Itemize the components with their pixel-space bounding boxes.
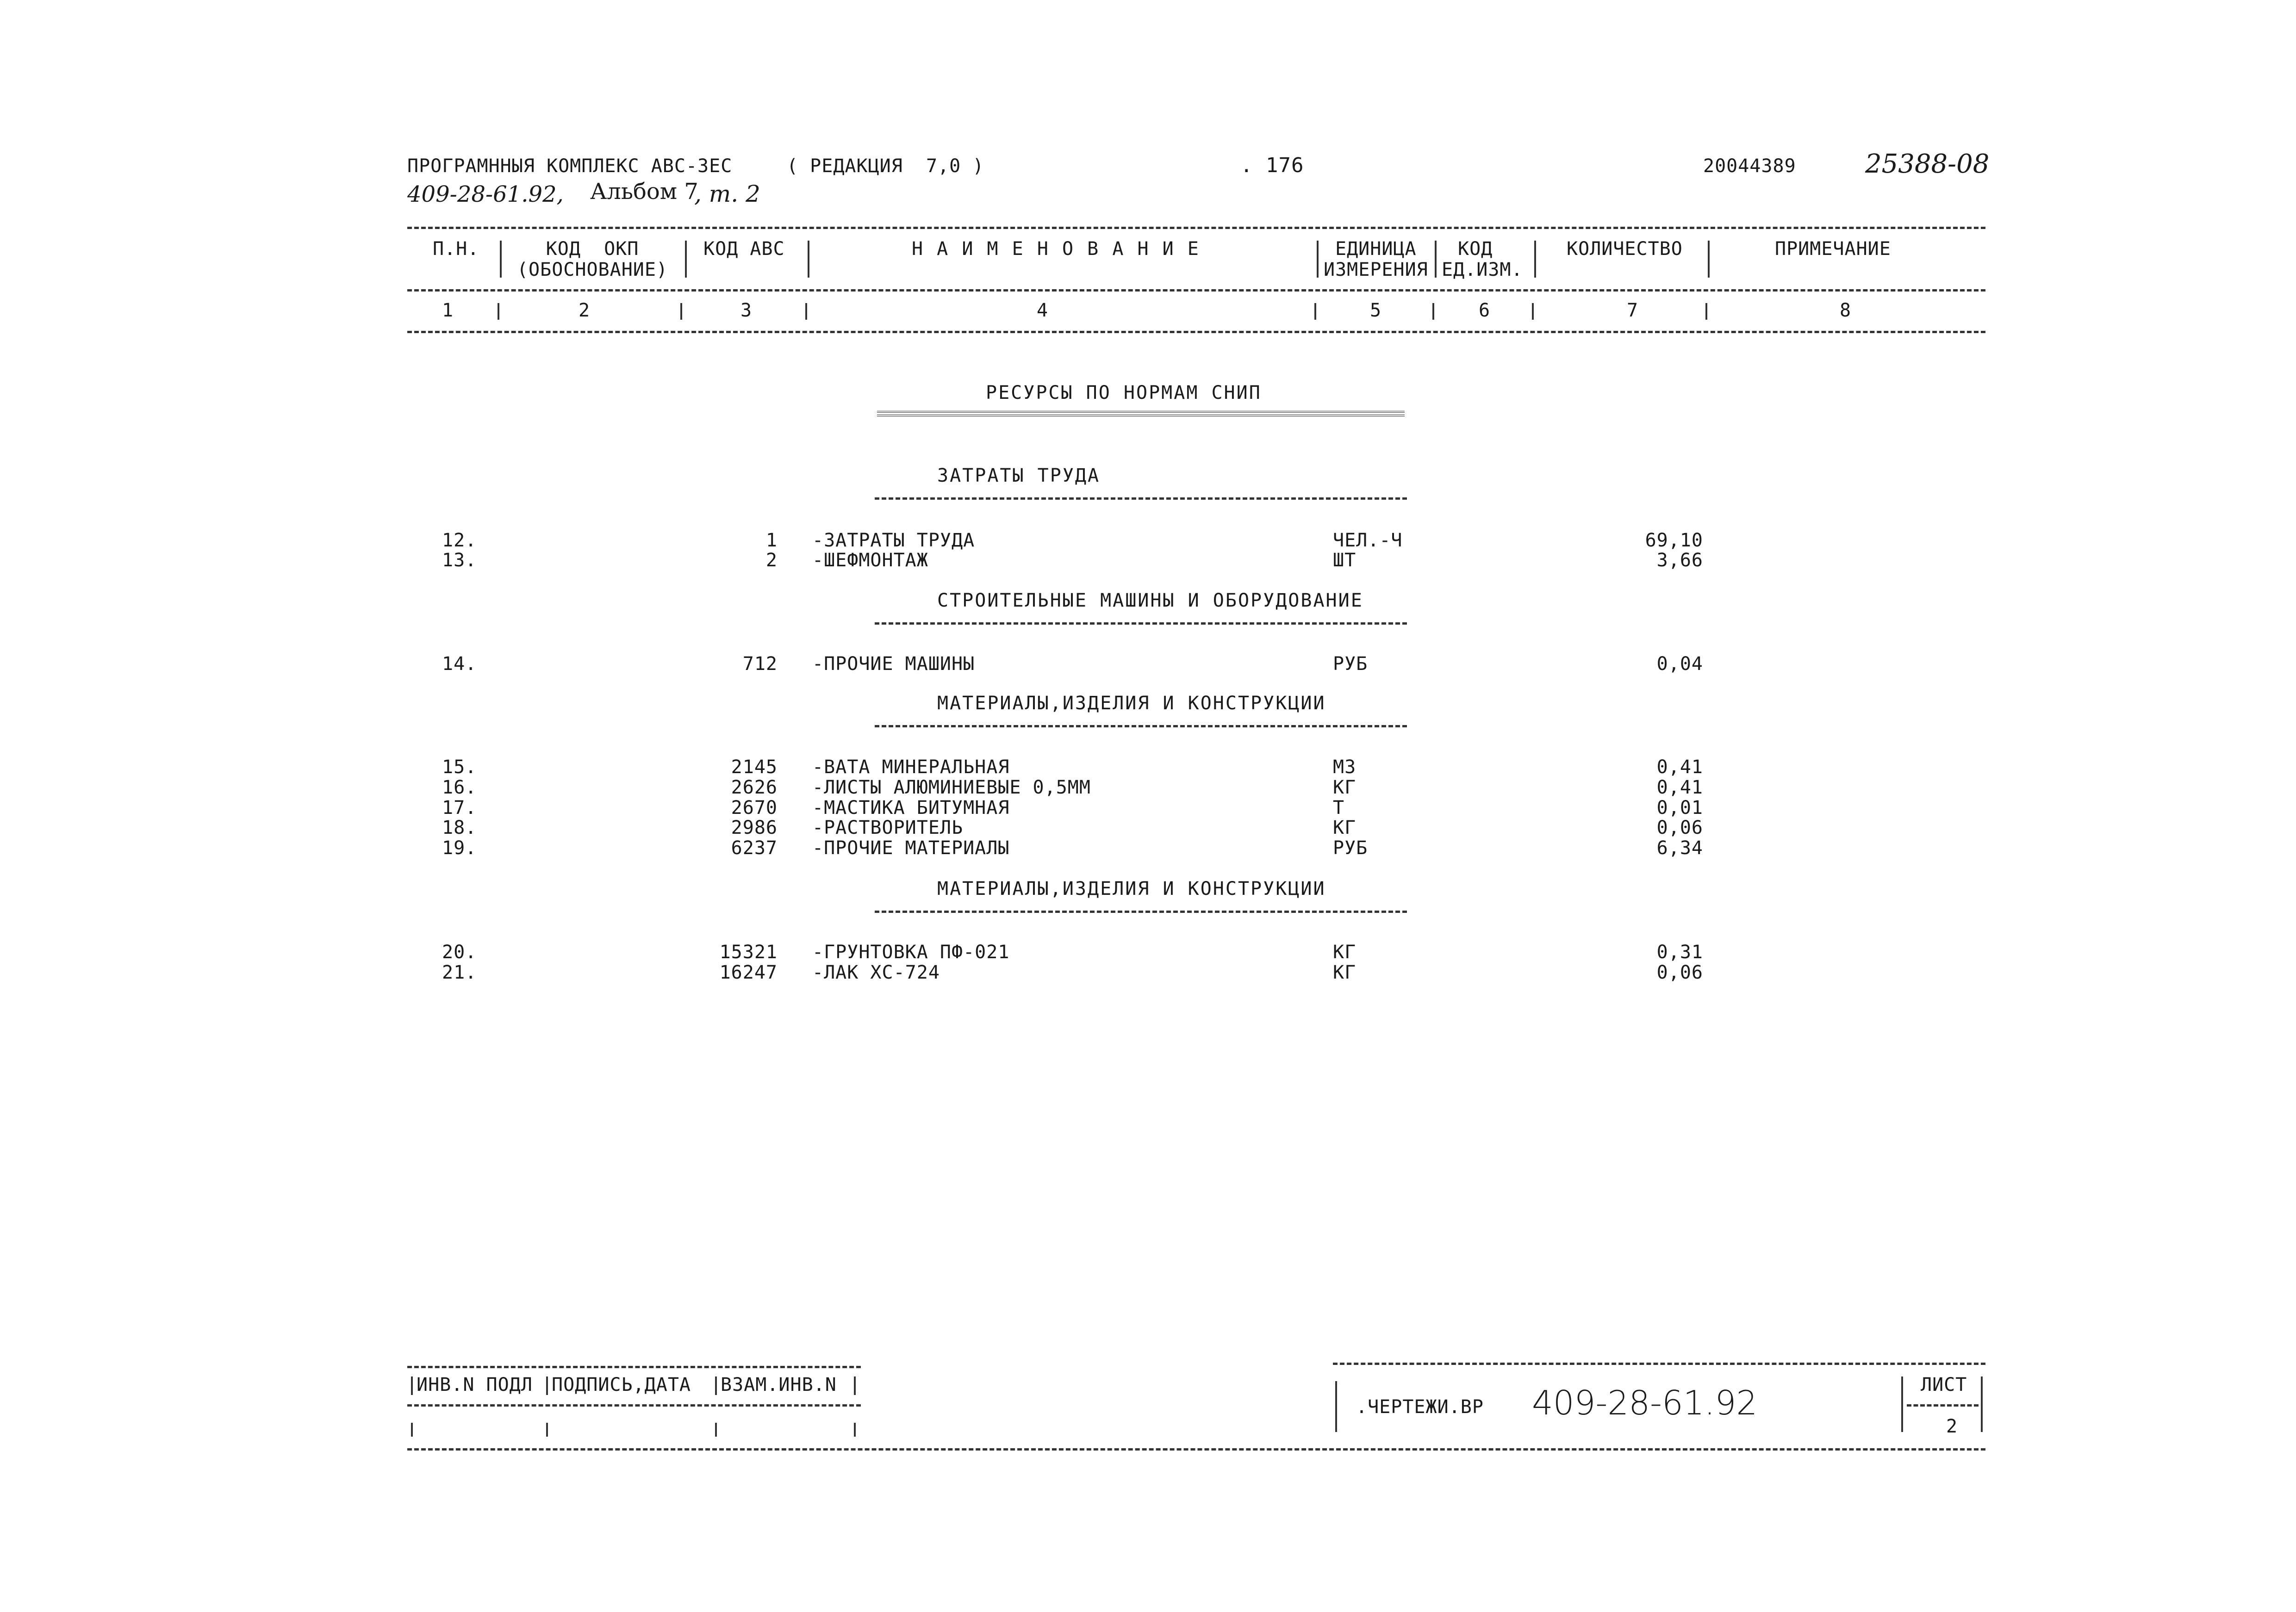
row-unit: РУБ <box>1333 653 1368 675</box>
row-abs-code: 15321 <box>719 942 778 963</box>
number-separator <box>680 303 682 320</box>
row-quantity: 0,31 <box>1656 942 1703 963</box>
row-unit: ШТ <box>1333 550 1356 571</box>
album-label: Альбом 7 <box>590 179 698 205</box>
row-quantity: 6,34 <box>1656 837 1703 859</box>
row-quantity: 0,06 <box>1656 817 1703 838</box>
row-number: 12. <box>442 530 477 551</box>
footer-separator <box>854 1423 856 1437</box>
footer-separator <box>854 1376 856 1395</box>
edition-label: ( РЕДАКЦИЯ 7,0 ) <box>787 155 984 177</box>
col-number: 5 <box>1370 300 1382 321</box>
row-abs-code: 712 <box>742 653 778 675</box>
row-quantity: 0,06 <box>1656 962 1703 983</box>
number-separator <box>498 303 499 320</box>
section-title-materials-2: МАТЕРИАЛЫ,ИЗДЕЛИЯ И КОНСТРУКЦИИ <box>937 878 1326 899</box>
col-note-header: ПРИМЕЧАНИЕ <box>1775 238 1891 260</box>
sheet-rule <box>1907 1404 1979 1407</box>
row-number: 14. <box>442 653 477 675</box>
row-name: -РАСТВОРИТЕЛЬ <box>812 817 964 838</box>
row-name: -ШЕФМОНТАЖ <box>812 550 928 571</box>
row-unit: КГ <box>1333 942 1356 963</box>
row-name: -МАСТИКА БИТУМНАЯ <box>812 797 1010 818</box>
row-name: -ГРУНТОВКА ПФ-021 <box>812 942 1010 963</box>
sheet-label: ЛИСТ <box>1921 1374 1967 1395</box>
row-unit: РУБ <box>1333 837 1368 859</box>
row-unit: Т <box>1333 797 1345 818</box>
row-number: 18. <box>442 817 477 838</box>
row-quantity: 3,66 <box>1656 550 1703 571</box>
album-part: , т. 2 <box>694 180 760 207</box>
col-number: 1 <box>442 300 454 321</box>
row-abs-code: 1 <box>765 530 778 551</box>
row-number: 20. <box>442 942 477 963</box>
col-quantity-header: КОЛИЧЕСТВО <box>1567 238 1683 260</box>
row-number: 16. <box>442 777 477 798</box>
footer-separator <box>546 1376 548 1395</box>
row-number: 13. <box>442 550 477 571</box>
col-number: 8 <box>1840 300 1852 321</box>
handwritten-code: 25388-08 <box>1865 149 1990 179</box>
col-okp-header-line2: (ОБОСНОВАНИЕ) <box>516 259 668 280</box>
row-number: 19. <box>442 837 477 859</box>
col-number: 7 <box>1627 300 1639 321</box>
number-separator <box>805 303 807 320</box>
row-unit: КГ <box>1333 777 1356 798</box>
header-separator <box>1534 241 1536 278</box>
col-unit-header-line2: ИЗМЕРЕНИЯ <box>1324 259 1428 280</box>
row-name: -ПРОЧИЕ МАШИНЫ <box>812 653 975 675</box>
header-separator <box>685 241 687 278</box>
row-quantity: 0,41 <box>1656 777 1703 798</box>
sheet-number: 2 <box>1946 1416 1958 1437</box>
col-number: 2 <box>579 300 591 321</box>
number-separator <box>1314 303 1316 320</box>
row-quantity: 0,01 <box>1656 797 1703 818</box>
footer-right-rule-top <box>1333 1363 1985 1365</box>
header-separator <box>1435 241 1437 278</box>
row-name: -ЗАТРАТЫ ТРУДА <box>812 530 975 551</box>
row-unit: КГ <box>1333 817 1356 838</box>
footer-rule-top <box>407 1366 861 1368</box>
col-unit-header-line1: ЕДИНИЦА <box>1335 238 1417 260</box>
footer-separator <box>1901 1376 1903 1432</box>
row-abs-code: 2145 <box>731 756 778 778</box>
footer-separator <box>1335 1381 1337 1432</box>
section-title-materials: МАТЕРИАЛЫ,ИЗДЕЛИЯ И КОНСТРУКЦИИ <box>937 693 1326 714</box>
section-underline <box>875 497 1407 500</box>
row-abs-code: 2626 <box>731 777 778 798</box>
section-underline <box>875 622 1407 625</box>
col-number: 3 <box>740 300 753 321</box>
drawing-number: 409-28-61.92 <box>1532 1383 1758 1422</box>
number-separator <box>1532 303 1534 320</box>
footer-separator <box>411 1423 413 1437</box>
header-rule-top <box>407 227 1985 229</box>
col-abs-header: КОД АВС <box>703 238 785 260</box>
footer-rule-middle <box>407 1404 861 1407</box>
col-number: 6 <box>1479 300 1491 321</box>
row-abs-code: 16247 <box>719 962 778 983</box>
row-number: 21. <box>442 962 477 983</box>
signature-date-label: ПОДПИСЬ,ДАТА <box>552 1374 691 1395</box>
header-rule-bottom <box>407 331 1985 333</box>
col-okp-header-line1: КОД ОКП <box>546 238 639 260</box>
row-unit: ЧЕЛ.-Ч <box>1333 530 1403 551</box>
header-separator <box>500 241 502 278</box>
header-rule-middle <box>407 289 1985 291</box>
footer-separator <box>715 1376 717 1395</box>
number-separator <box>1705 303 1707 320</box>
row-unit: КГ <box>1333 962 1356 983</box>
handwritten-reference: 409-28-61.92, <box>407 181 564 207</box>
row-unit: М3 <box>1333 756 1356 778</box>
section-title-machines: СТРОИТЕЛЬНЫЕ МАШИНЫ И ОБОРУДОВАНИЕ <box>937 590 1363 611</box>
row-number: 15. <box>442 756 477 778</box>
row-number: 17. <box>442 797 477 818</box>
row-abs-code: 2 <box>765 550 778 571</box>
row-abs-code: 6237 <box>731 837 778 859</box>
footer-separator <box>411 1376 413 1395</box>
row-name: -ЛАК ХС-724 <box>812 962 940 983</box>
document-code: 20044389 <box>1703 155 1796 177</box>
section-title-labor: ЗАТРАТЫ ТРУДА <box>937 465 1101 486</box>
drawing-label: .ЧЕРТЕЖИ.ВР <box>1356 1396 1484 1418</box>
section-underline <box>875 725 1407 727</box>
vzam-inv-label: ВЗАМ.ИНВ.N <box>721 1374 837 1395</box>
row-quantity: 0,41 <box>1656 756 1703 778</box>
number-separator <box>1432 303 1434 320</box>
col-unit-code-header-line2: ЕД.ИЗМ. <box>1442 259 1523 280</box>
section-underline <box>875 911 1407 913</box>
resources-title: РЕСУРСЫ ПО НОРМАМ СНИП <box>986 382 1262 403</box>
title-double-underline <box>877 411 1405 416</box>
row-abs-code: 2670 <box>731 797 778 818</box>
row-name: -ВАТА МИНЕРАЛЬНАЯ <box>812 756 1010 778</box>
page-number: . 176 <box>1240 154 1304 177</box>
header-separator <box>808 241 809 278</box>
row-quantity: 0,04 <box>1656 653 1703 675</box>
col-pn-header: П.Н. <box>433 238 479 260</box>
col-name-header: Н А И М Е Н О В А Н И Е <box>912 238 1200 260</box>
footer-separator <box>546 1423 548 1437</box>
row-quantity: 69,10 <box>1645 530 1703 551</box>
col-unit-code-header-line1: КОД <box>1458 238 1493 260</box>
row-name: -ПРОЧИЕ МАТЕРИАЛЫ <box>812 837 1010 859</box>
footer-separator <box>715 1423 717 1437</box>
header-separator <box>1708 241 1710 278</box>
footer-separator <box>1981 1376 1983 1432</box>
footer-rule-bottom <box>407 1448 1985 1451</box>
row-abs-code: 2986 <box>731 817 778 838</box>
row-name: -ЛИСТЫ АЛЮМИНИЕВЫЕ 0,5ММ <box>812 777 1091 798</box>
col-number: 4 <box>1037 300 1049 321</box>
inv-label: ИНВ.N ПОДЛ <box>417 1374 533 1395</box>
program-name: ПРОГРАМННЫЯ КОМПЛЕКС АВС-3ЕС <box>407 155 733 177</box>
header-separator <box>1317 241 1319 278</box>
